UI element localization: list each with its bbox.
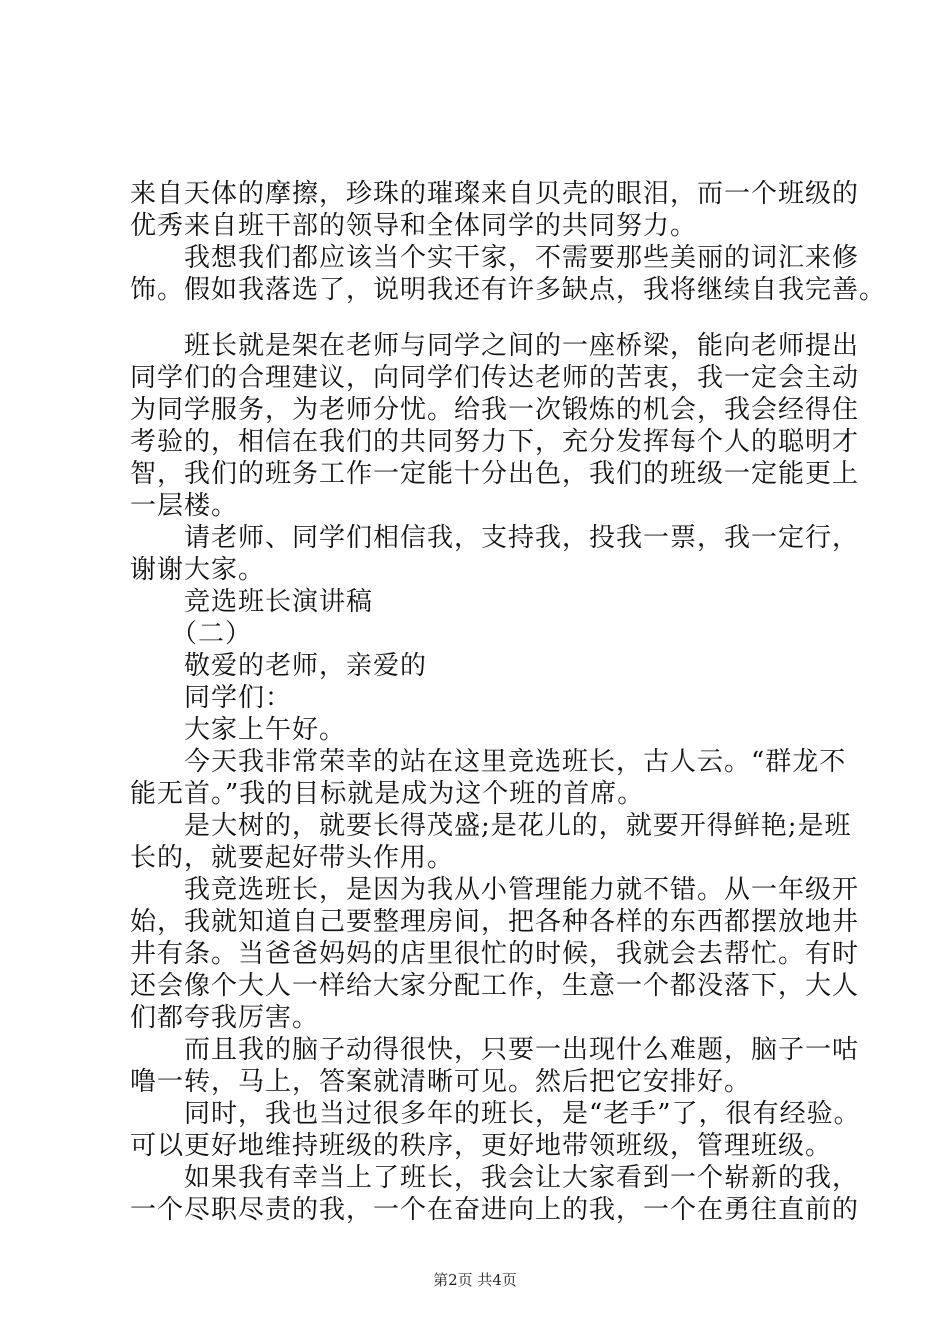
text-line: 今天我非常荣幸的站在这里竞选班长，古人云。“群龙不 xyxy=(130,747,847,777)
page-number-footer: 第2页 共4页 xyxy=(433,1271,517,1289)
text-line: 井有条。当爸爸妈妈的店里很忙的时候，我就会去帮忙。有时 xyxy=(130,939,860,969)
text-line: 敬爱的老师，亲爱的 xyxy=(130,651,428,681)
text-line: 一层楼。 xyxy=(130,491,239,521)
text-line: 如果我有幸当上了班长，我会让大家看到一个崭新的我， xyxy=(130,1163,860,1193)
text-line: 还会像个大人一样给大家分配工作，生意一个都没落下，大人 xyxy=(130,971,860,1001)
text-line: 来自天体的摩擦，珍珠的璀璨来自贝壳的眼泪，而一个班级的 xyxy=(130,179,860,209)
text-line: 为同学服务，为老师分忧。给我一次锻炼的机会，我会经得住 xyxy=(130,395,860,425)
text-line: 优秀来自班干部的领导和全体同学的共同努力。 xyxy=(130,211,698,241)
text-line: （二） xyxy=(130,619,253,649)
text-line: 大家上午好。 xyxy=(130,715,347,745)
text-line: 我竞选班长，是因为我从小管理能力就不错。从一年级开 xyxy=(130,875,860,905)
text-line: 班长就是架在老师与同学之间的一座桥梁，能向老师提出 xyxy=(130,331,860,361)
text-line: 谢谢大家。 xyxy=(130,555,266,585)
text-line: 长的，就要起好带头作用。 xyxy=(130,843,455,873)
text-line: 我想我们都应该当个实干家，不需要那些美丽的词汇来修 xyxy=(130,243,860,273)
text-line: 请老师、同学们相信我，支持我，投我一票，我一定行， xyxy=(130,523,860,553)
text-line: 智，我们的班务工作一定能十分出色，我们的班级一定能更上 xyxy=(130,459,860,489)
text-line: 同时，我也当过很多年的班长，是“老手”了，很有经验。 xyxy=(130,1099,861,1129)
text-line: 噜一转，马上，答案就清晰可见。然后把它安排好。 xyxy=(130,1067,752,1097)
text-line: 始，我就知道自己要整理房间，把各种各样的东西都摆放地井 xyxy=(130,907,860,937)
text-line: 能无首。”我的目标就是成为这个班的首席。 xyxy=(130,779,645,809)
text-line: 们都夸我厉害。 xyxy=(130,1003,320,1033)
text-line: 同学们： xyxy=(130,683,293,713)
text-line: 同学们的合理建议，向同学们传达老师的苦衷，我一定会主动 xyxy=(130,363,860,393)
text-line: 一个尽职尽责的我，一个在奋进向上的我，一个在勇往直前的 xyxy=(130,1195,860,1225)
text-line: 考验的，相信在我们的共同努力下，充分发挥每个人的聪明才 xyxy=(130,427,860,457)
text-line: 竞选班长演讲稿 xyxy=(130,587,374,617)
text-line: 而且我的脑子动得很快，只要一出现什么难题，脑子一咕 xyxy=(130,1035,860,1065)
text-line: 可以更好地维持班级的秩序，更好地带领班级，管理班级。 xyxy=(130,1131,833,1161)
text-line: 是大树的，就要长得茂盛;是花儿的，就要开得鲜艳;是班 xyxy=(130,811,852,841)
text-line: 饰。假如我落选了，说明我还有许多缺点，我将继续自我完善。 xyxy=(130,275,887,305)
